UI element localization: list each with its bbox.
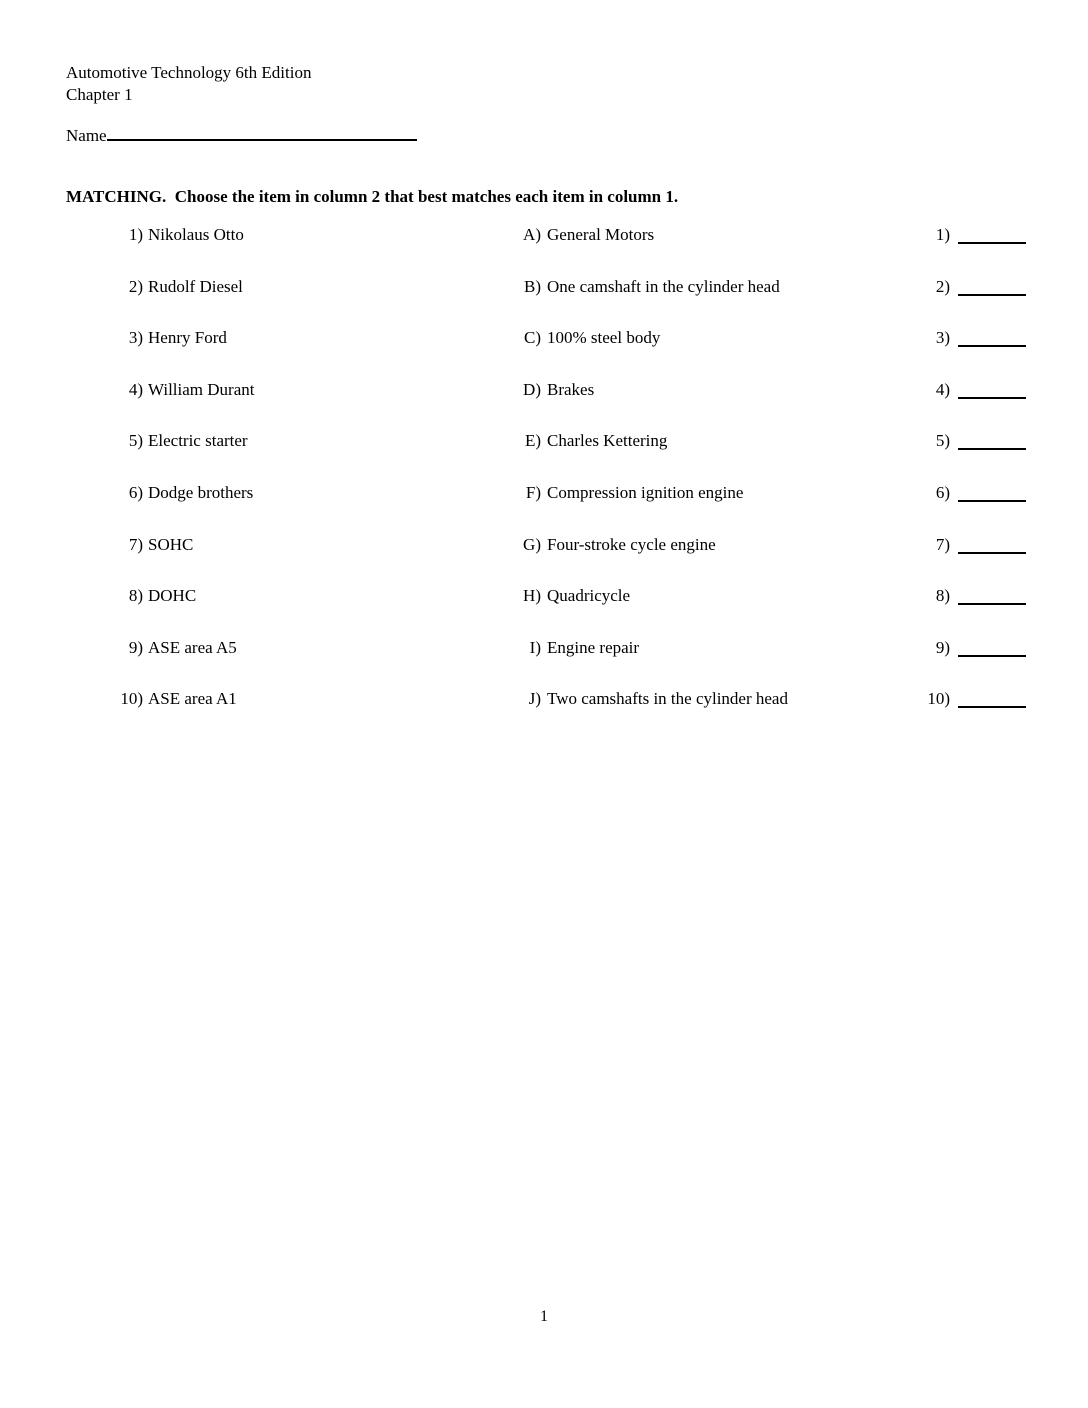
column2-letter: H) — [523, 586, 541, 606]
name-row — [66, 124, 417, 146]
answer-blank-line[interactable] — [958, 329, 1026, 347]
column2-item-label: 100% steel body — [547, 328, 661, 348]
column2-item-label: One camshaft in the cylinder head — [547, 276, 780, 296]
answer-blank-line[interactable] — [958, 536, 1026, 554]
answer-blank-line[interactable] — [958, 381, 1026, 399]
column2-item-label: Compression ignition engine — [547, 482, 744, 502]
answer-number: 6) — [935, 482, 950, 502]
column2-letter: I) — [529, 637, 541, 657]
column2-item-label: Charles Kettering — [547, 431, 668, 451]
column2-letter: C) — [524, 328, 541, 348]
column1-item-label: Electric starter — [148, 431, 248, 451]
column2-item-label: Engine repair — [547, 637, 640, 657]
column2-item-label: Four-stroke cycle engine — [547, 534, 716, 554]
column2-item-label: Quadricycle — [547, 586, 631, 606]
matching-instructions: MATCHING. Choose the item in column 2 that best matches each item in column 1. — [66, 187, 679, 206]
column1-item-number: 4) — [128, 379, 143, 399]
matching-row — [0, 689, 1088, 741]
answer-blank-line[interactable] — [958, 484, 1026, 502]
answer-number: 10) — [927, 689, 950, 709]
answer-number: 8) — [935, 586, 950, 606]
column2-letter: B) — [524, 276, 541, 296]
answer-number: 1) — [935, 225, 950, 244]
column1-item-label: William Durant — [148, 379, 255, 399]
column1-item-label: ASE area A1 — [148, 689, 237, 709]
answer-number: 3) — [935, 328, 950, 348]
chapter-label: Chapter 1 — [66, 85, 133, 104]
answer-number: 2) — [935, 276, 950, 296]
answer-number: 5) — [935, 431, 950, 451]
column1-item-label: Dodge brothers — [148, 482, 254, 502]
answer-number: 4) — [935, 379, 950, 399]
column1-item-label: Henry Ford — [148, 328, 227, 348]
column1-item-label: Nikolaus Otto — [148, 225, 244, 244]
column1-item-label: ASE area A5 — [148, 637, 237, 657]
answer-number: 7) — [935, 534, 950, 554]
column2-letter: J) — [528, 689, 541, 709]
page-number: 1 — [540, 1308, 548, 1325]
matching-row — [0, 586, 1088, 638]
column2-letter: F) — [525, 482, 541, 502]
matching-table — [0, 225, 1088, 741]
column1-item-number: 5) — [128, 431, 143, 451]
matching-row — [0, 483, 1088, 535]
answer-blank-line[interactable] — [958, 278, 1026, 296]
name-blank-line[interactable] — [107, 124, 417, 141]
column2-item-label: Brakes — [547, 379, 595, 399]
matching-row — [0, 431, 1088, 483]
column1-item-label: DOHC — [148, 586, 197, 606]
column1-item-number: 7) — [128, 534, 143, 554]
answer-number: 9) — [935, 637, 950, 657]
matching-row — [0, 225, 1088, 277]
answer-blank-line[interactable] — [958, 432, 1026, 450]
answer-blank-line[interactable] — [958, 690, 1026, 708]
column1-item-number: 10) — [120, 689, 143, 709]
column2-item-label: Two camshafts in the cylinder head — [547, 689, 788, 709]
matching-row — [0, 535, 1088, 587]
document-title: Automotive Technology 6th Edition — [66, 63, 312, 82]
answer-blank-line[interactable] — [958, 639, 1026, 657]
column1-item-label: Rudolf Diesel — [148, 276, 243, 296]
matching-row — [0, 380, 1088, 432]
column1-item-number: 1) — [128, 225, 143, 244]
column1-item-number: 9) — [128, 637, 143, 657]
column1-item-number: 3) — [128, 328, 143, 348]
column1-item-label: SOHC — [148, 534, 194, 554]
column2-item-label: General Motors — [547, 225, 655, 244]
column2-letter: E) — [524, 431, 541, 451]
name-label: Name — [66, 126, 107, 145]
document-header — [66, 62, 311, 106]
column2-letter: A) — [523, 225, 541, 244]
column1-item-number: 6) — [128, 482, 143, 502]
column1-item-number: 2) — [128, 276, 143, 296]
column1-item-number: 8) — [128, 586, 143, 606]
matching-row — [0, 328, 1088, 380]
matching-row — [0, 638, 1088, 690]
matching-row — [0, 277, 1088, 329]
column2-letter: G) — [523, 534, 541, 554]
column2-letter: D) — [523, 379, 541, 399]
answer-blank-line[interactable] — [958, 226, 1026, 244]
answer-blank-line[interactable] — [958, 587, 1026, 605]
